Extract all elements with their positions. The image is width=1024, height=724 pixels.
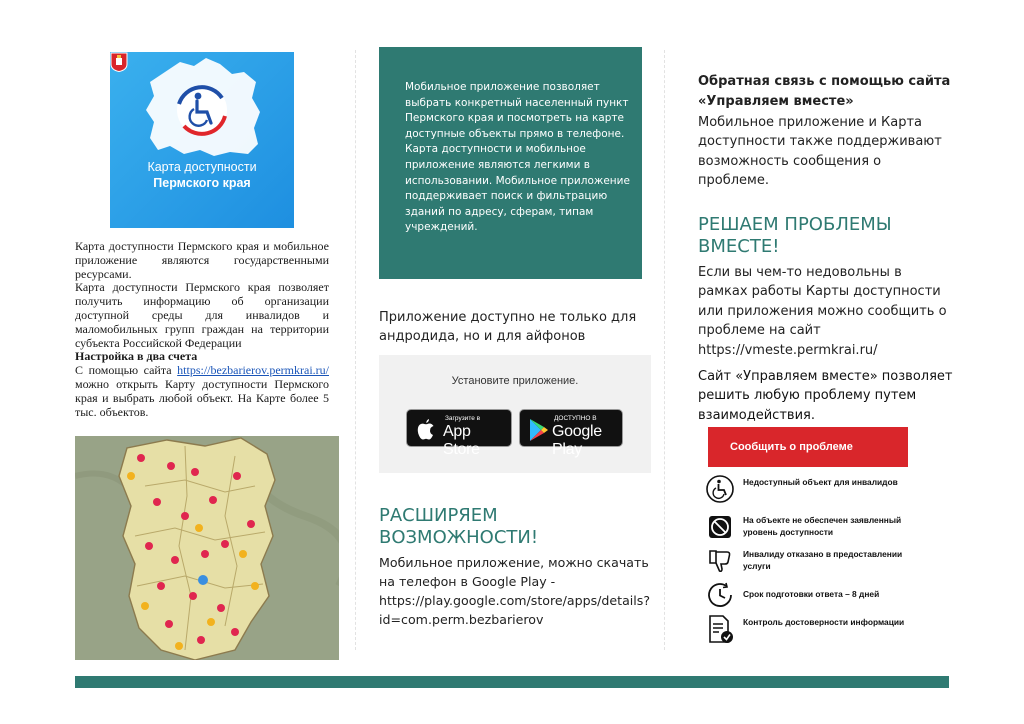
google-play-small-label: ДОСТУПНО В [554, 415, 597, 422]
availability-text: Приложение доступно не только для андродида, но и для айфонов [379, 310, 637, 344]
no-access-icon [705, 512, 735, 542]
bezbarierov-link[interactable]: https://bezbarierov.permkrai.ru/ [177, 363, 329, 378]
clock-icon [705, 580, 735, 610]
document-check-icon [705, 614, 735, 646]
app-description-box [379, 47, 642, 279]
solve-heading: РЕШАЕМ ПРОБЛЕМЫ ВМЕСТЕ! [698, 214, 892, 257]
vmeste-text: Сайт «Управляем вместе» позволяет решить любую проблему путем взаимодействия. [698, 369, 953, 423]
legend-label: На объекте не обеспечен заявленный уровень доступности [743, 515, 902, 537]
legend-label: Недоступный объект для инвалидов [743, 477, 898, 487]
solve-text: Если вы чем-то недовольны в рамках работы Карты доступности или приложения можно сообщить о проблеме на сайт https://vmeste.permkrai.ru/ [698, 265, 947, 358]
feedback-text: Мобильное приложение и Карта доступности также поддерживают возможность сообщения о проблеме. [698, 115, 942, 189]
legend-item [705, 546, 925, 580]
app-store-button[interactable] [406, 409, 512, 458]
google-play-label: Google Play [552, 423, 602, 458]
perm-region-map-icon [110, 52, 294, 228]
expand-heading: РАСШИРЯЕМ ВОЗМОЖНОСТИ! [379, 505, 539, 548]
setup-suffix: можно открыть Карту доступности Пермского края и выбрать любой объект. На Карте более 5 тыс. объектов. [75, 376, 329, 419]
map-screenshot [75, 436, 339, 660]
column1-text [75, 240, 329, 419]
app-description-text: Мобильное приложение позволяет выбрать конкретный населенный пункт Пермского края и посмотреть на карте доступные объекты прямо в телефоне. Карта доступности и мобильное приложение являются легкими в использовании. Мобильное приложение поддерживает поиск и фильтрацию зданий по адресу, сферам, типам учреждений. [405, 81, 630, 234]
legend-label: Инвалиду отказано в предоставлении услуги [743, 549, 903, 571]
google-play-icon [528, 418, 550, 442]
apple-icon [415, 418, 437, 442]
install-caption: Установите приложение. [451, 375, 579, 387]
logo-subtitle: Пермского края [153, 176, 251, 190]
logo-title: Карта доступности [147, 160, 257, 174]
expand-text: Мобильное приложение, можно скачать на телефон в Google Play - https://play.google.com/store/apps/details?id=com.perm.bezbarierov [379, 555, 651, 627]
legend-label: Срок подготовки ответа – 8 дней [743, 589, 880, 599]
accessibility-map-logo [110, 52, 294, 228]
store-badges-card [379, 355, 651, 473]
footer-bar [75, 676, 949, 688]
description-paragraph: Карта доступности Пермского края позволяет получить информацию об организации доступной среды для инвалидов и маломобильных групп граждан на территории субъекта Российской Федерации [75, 280, 329, 350]
perm-crest-icon [110, 52, 128, 72]
legend-item [705, 512, 925, 546]
legend-item [705, 580, 925, 614]
app-store-small-label: Загрузите в [445, 415, 481, 422]
legend-label: Контроль достоверности информации [743, 617, 905, 627]
legend-item [705, 614, 925, 648]
thumbs-down-icon [705, 546, 735, 576]
wheelchair-icon [705, 474, 735, 504]
setup-heading: Настройка в два счета [75, 349, 198, 364]
setup-prefix: С помощью сайта [75, 363, 178, 378]
legend-item [705, 474, 925, 508]
intro-paragraph: Карта доступности Пермского края и мобильное приложение являются государственными ресурсами. [75, 239, 329, 281]
report-problem-button[interactable]: Сообщить о проблеме [708, 427, 908, 467]
column-separator [355, 50, 356, 650]
accessibility-map-image [75, 436, 339, 660]
feedback-title: Обратная связь с помощью сайта «Управляем вместе» [698, 74, 951, 109]
setup-paragraph [75, 364, 329, 419]
column-separator [664, 50, 665, 650]
app-store-label: App Store [443, 423, 480, 458]
google-play-button[interactable] [519, 409, 623, 458]
